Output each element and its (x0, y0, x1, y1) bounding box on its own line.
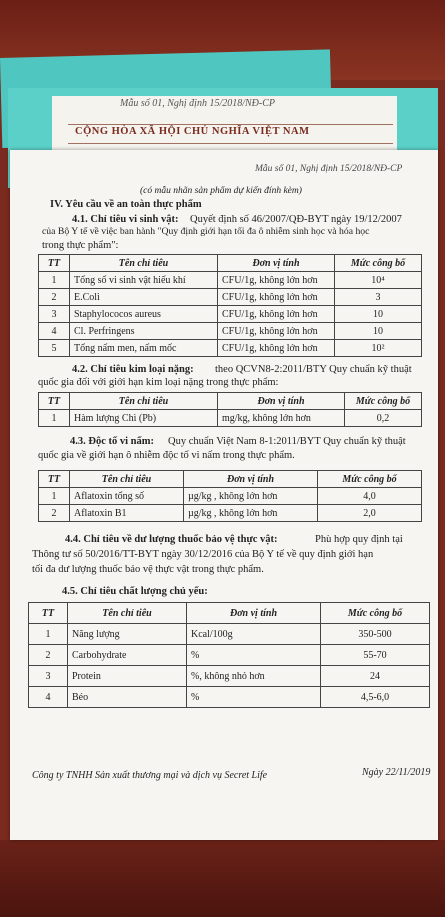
table-row: 4 Béo % 4,5-6,0 (29, 687, 430, 708)
s43-title: 4.3. Độc tố vi nấm: (70, 436, 154, 447)
table-microbiology (38, 254, 422, 357)
s41-text3: trong thực phẩm": (42, 240, 119, 251)
document-page (10, 150, 438, 840)
table-row: 2 Carbohydrate % 55-70 (29, 645, 430, 666)
background-bottom (0, 840, 445, 917)
s42-text1: theo QCVN8-2:2011/BTY Quy chuẩn kỹ thuật (215, 364, 412, 375)
table-header-row: TT Tên chỉ tiêu Đơn vị tính Mức công bố (29, 603, 430, 624)
table-row: 2 E.Coli CFU/1g, không lớn hơn 3 (39, 289, 422, 306)
table-quality (28, 602, 430, 708)
s41-text2: của Bộ Y tế về việc ban hành "Quy định giới hạn tối đa ô nhiễm sinh học và hóa học (42, 226, 370, 237)
s42-text2: quốc gia đối với giới hạn kim loại nặng trong thực phẩm: (38, 377, 279, 388)
table-row: 1 Tổng số vi sinh vật hiếu khí CFU/1g, không lớn hơn 10⁴ (39, 272, 422, 289)
table-row: 4 Cl. Perfringens CFU/1g, không lớn hơn 10 (39, 323, 422, 340)
table-header-row (39, 255, 422, 272)
s45-title: 4.5. Chỉ tiêu chất lượng chủ yếu: (62, 586, 208, 597)
col-tt: TT (39, 255, 70, 272)
s42-title: 4.2. Chỉ tiêu kim loại nặng: (72, 364, 194, 375)
table-row: 1 Năng lượng Kcal/100g 350-500 (29, 624, 430, 645)
table-header-row: TT Tên chỉ tiêu Đơn vị tính Mức công bố (39, 393, 422, 410)
s44-title: 4.4. Chỉ tiêu về dư lượng thuốc bảo vệ thực vật: (65, 534, 278, 545)
table-header-row: TT Tên chỉ tiêu Đơn vị tính Mức công bố (39, 471, 422, 488)
table-row: 3 Protein %, không nhỏ hơn 24 (29, 666, 430, 687)
s44-text3: tối đa dư lượng thuốc bảo vệ thực vật trong thực phẩm. (32, 564, 264, 575)
col-unit: Đơn vị tính (218, 255, 335, 272)
table-row: 3 Staphylococos aureus CFU/1g, không lớn hơn 10 (39, 306, 422, 323)
s41-title: 4.1. Chỉ tiêu vi sinh vật: (72, 214, 179, 225)
col-value: Mức công bố (335, 255, 422, 272)
s44-text2: Thông tư số 50/2016/TT-BYT ngày 30/12/2016 của Bộ Y tế về quy định giới hạn (32, 549, 374, 560)
header-decree: Mẫu số 01, Nghị định 15/2018/NĐ-CP (120, 98, 276, 109)
table-row: 2 Aflatoxin B1 µg/kg , không lớn hơn 2,0 (39, 505, 422, 522)
s44-text1: Phù hợp quy định tại (315, 534, 403, 545)
s43-text1: Quy chuẩn Việt Nam 8-1:2011/BYT Quy chuẩn kỹ thuật (168, 436, 406, 447)
col-name: Tên chỉ tiêu (70, 255, 218, 272)
header-rule-2 (68, 143, 393, 144)
page-note: (có mẫu nhãn sản phẩm dự kiến đính kèm) (140, 186, 302, 196)
page-decree: Mẫu số 01, Nghị định 15/2018/NĐ-CP (255, 164, 403, 174)
table-row: 5 Tổng nấm men, nấm mốc CFU/1g, không lớn hơn 10² (39, 340, 422, 357)
table-row: 1 Aflatoxin tổng số µg/kg , không lớn hơn 4,0 (39, 488, 422, 505)
s41-text1: Quyết định số 46/2007/QĐ-BYT ngày 19/12/2007 (190, 214, 402, 225)
header-republic: CỘNG HÒA XÃ HỘI CHỦ NGHĨA VIỆT NAM (75, 126, 310, 137)
header-rule (68, 124, 393, 125)
section-4-heading: IV. Yêu cầu về an toàn thực phẩm (50, 199, 202, 210)
s43-text2: quốc gia về giới hạn ô nhiễm độc tố vi nấm trong thực phẩm. (38, 450, 295, 461)
table-heavy-metals (38, 392, 422, 427)
footer-date: Ngày 22/11/2019 (362, 767, 431, 778)
table-mycotoxins (38, 470, 422, 522)
footer-company: Công ty TNHH Sản xuất thương mại và dịch vụ Secret Life (32, 770, 268, 781)
table-row: 1 Hàm lượng Chì (Pb) mg/kg, không lớn hơn 0,2 (39, 410, 422, 427)
